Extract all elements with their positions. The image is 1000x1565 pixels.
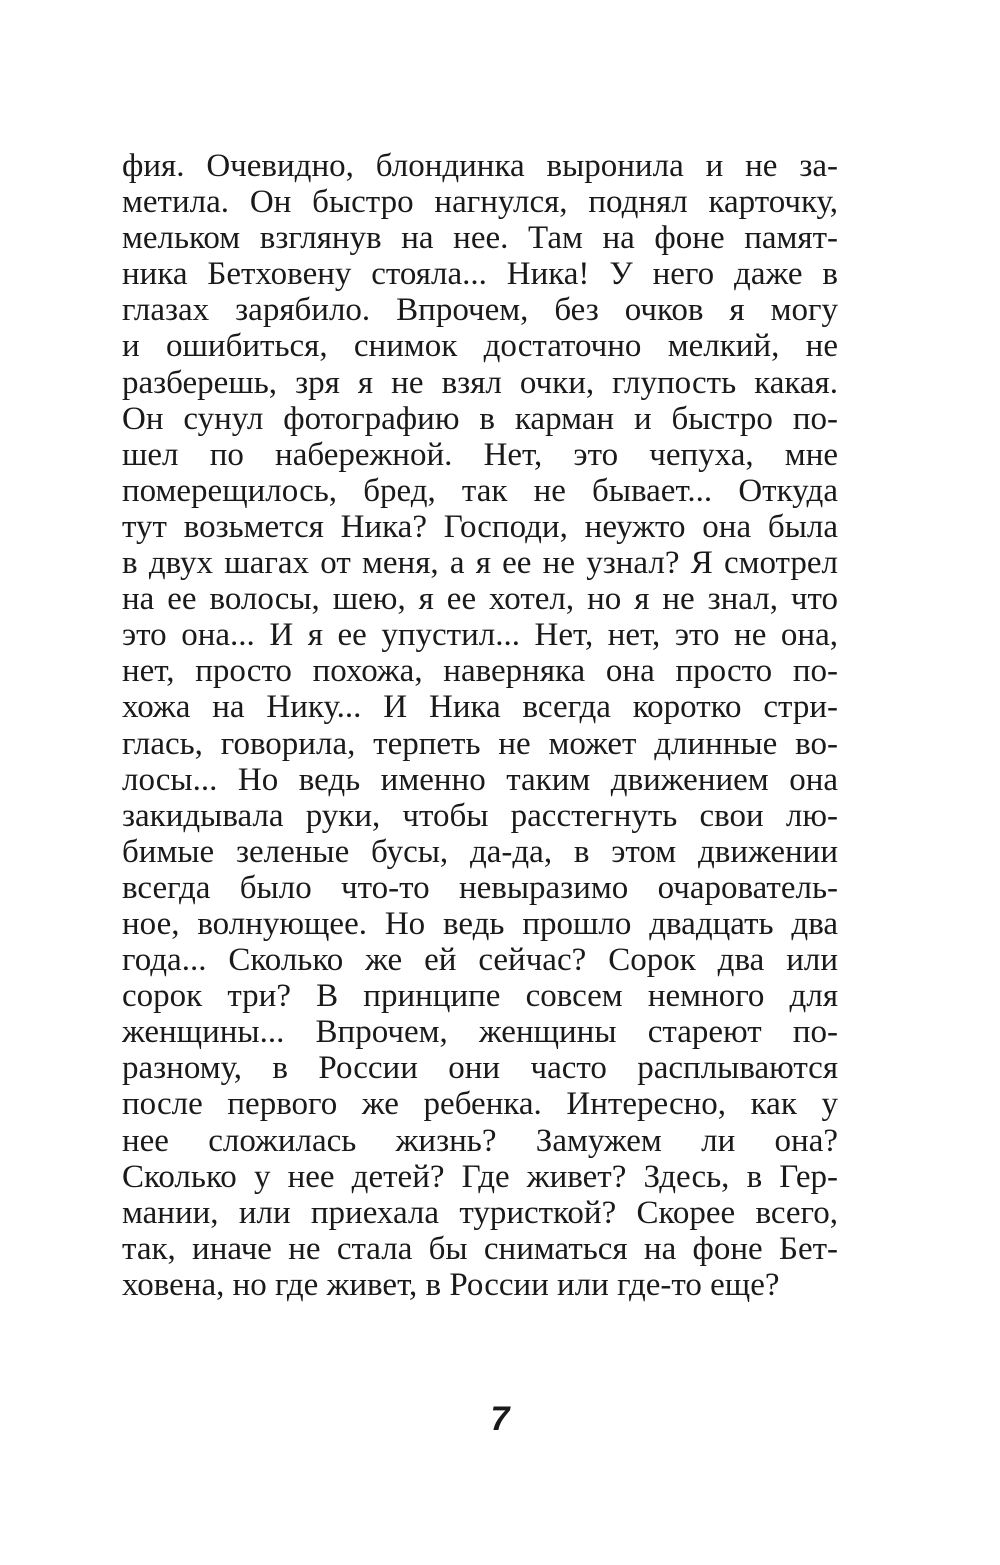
text-line-22: ное, волнующее. Но ведь прошло двадцать два bbox=[122, 905, 838, 942]
text-line-13: на ее волосы, шею, я ее хотел, но я не знал, что bbox=[122, 581, 838, 618]
text-line-31: так, иначе не стала бы сниматься на фоне Бет- bbox=[122, 1230, 838, 1267]
text-line-16: хожа на Нику... И Ника всегда коротко стри- bbox=[122, 689, 838, 726]
text-line-5: глазах зарябило. Впрочем, без очков я могу bbox=[122, 292, 838, 329]
text-line-4: ника Бетховену стояла... Ника! У него даже в bbox=[122, 256, 838, 293]
text-line-12: в двух шагах от меня, а я ее не узнал? Я смотрел bbox=[122, 545, 838, 582]
text-line-24: сорок три? В принципе совсем немного для bbox=[122, 978, 838, 1015]
text-line-17: глась, говорила, терпеть не может длинные во- bbox=[122, 725, 838, 762]
text-line-10: померещилось, бред, так не бывает... Откуда bbox=[122, 472, 838, 509]
text-line-15: нет, просто похожа, наверняка она просто по- bbox=[122, 653, 838, 690]
text-line-2: метила. Он быстро нагнулся, поднял карточку, bbox=[122, 184, 838, 221]
text-line-25: женщины... Впрочем, женщины стареют по- bbox=[122, 1014, 838, 1051]
text-line-28: нее сложилась жизнь? Замужем ли она? bbox=[122, 1122, 838, 1159]
text-line-9: шел по набережной. Нет, это чепуха, мне bbox=[122, 436, 838, 473]
page-number: 7 bbox=[490, 1400, 510, 1438]
text-line-32: ховена, но где живет, в России или где-то еще? bbox=[122, 1266, 780, 1303]
text-line-19: закидывала руки, чтобы расстегнуть свои лю- bbox=[122, 797, 838, 834]
text-line-8: Он сунул фотографию в карман и быстро по- bbox=[122, 400, 838, 437]
text-line-20: бимые зеленые бусы, да-да, в этом движении bbox=[122, 833, 838, 870]
body-text bbox=[122, 148, 838, 1303]
text-line-21: всегда было что-то невыразимо очарователь- bbox=[122, 869, 838, 906]
text-line-27: после первого же ребенка. Интересно, как у bbox=[122, 1086, 838, 1123]
text-line-30: мании, или приехала туристкой? Скорее всего, bbox=[122, 1194, 838, 1231]
text-line-11: тут возьмется Ника? Господи, неужто она была bbox=[122, 508, 838, 545]
text-line-23: года... Сколько же ей сейчас? Сорок два или bbox=[122, 942, 838, 979]
text-line-18: лосы... Но ведь именно таким движением она bbox=[122, 761, 838, 798]
text-line-29: Сколько у нее детей? Где живет? Здесь, в Гер- bbox=[122, 1158, 838, 1195]
text-line-14: это она... И я ее упустил... Нет, нет, это не она, bbox=[122, 617, 838, 654]
text-line-26: разному, в России они часто расплываются bbox=[122, 1050, 838, 1087]
text-line-6: и ошибиться, снимок достаточно мелкий, не bbox=[122, 328, 838, 365]
text-line-3: мельком взглянув на нее. Там на фоне памят- bbox=[122, 220, 838, 257]
text-line-7: разберешь, зря я не взял очки, глупость какая. bbox=[122, 364, 838, 401]
text-line-1: фия. Очевидно, блондинка выронила и не за- bbox=[122, 148, 838, 184]
